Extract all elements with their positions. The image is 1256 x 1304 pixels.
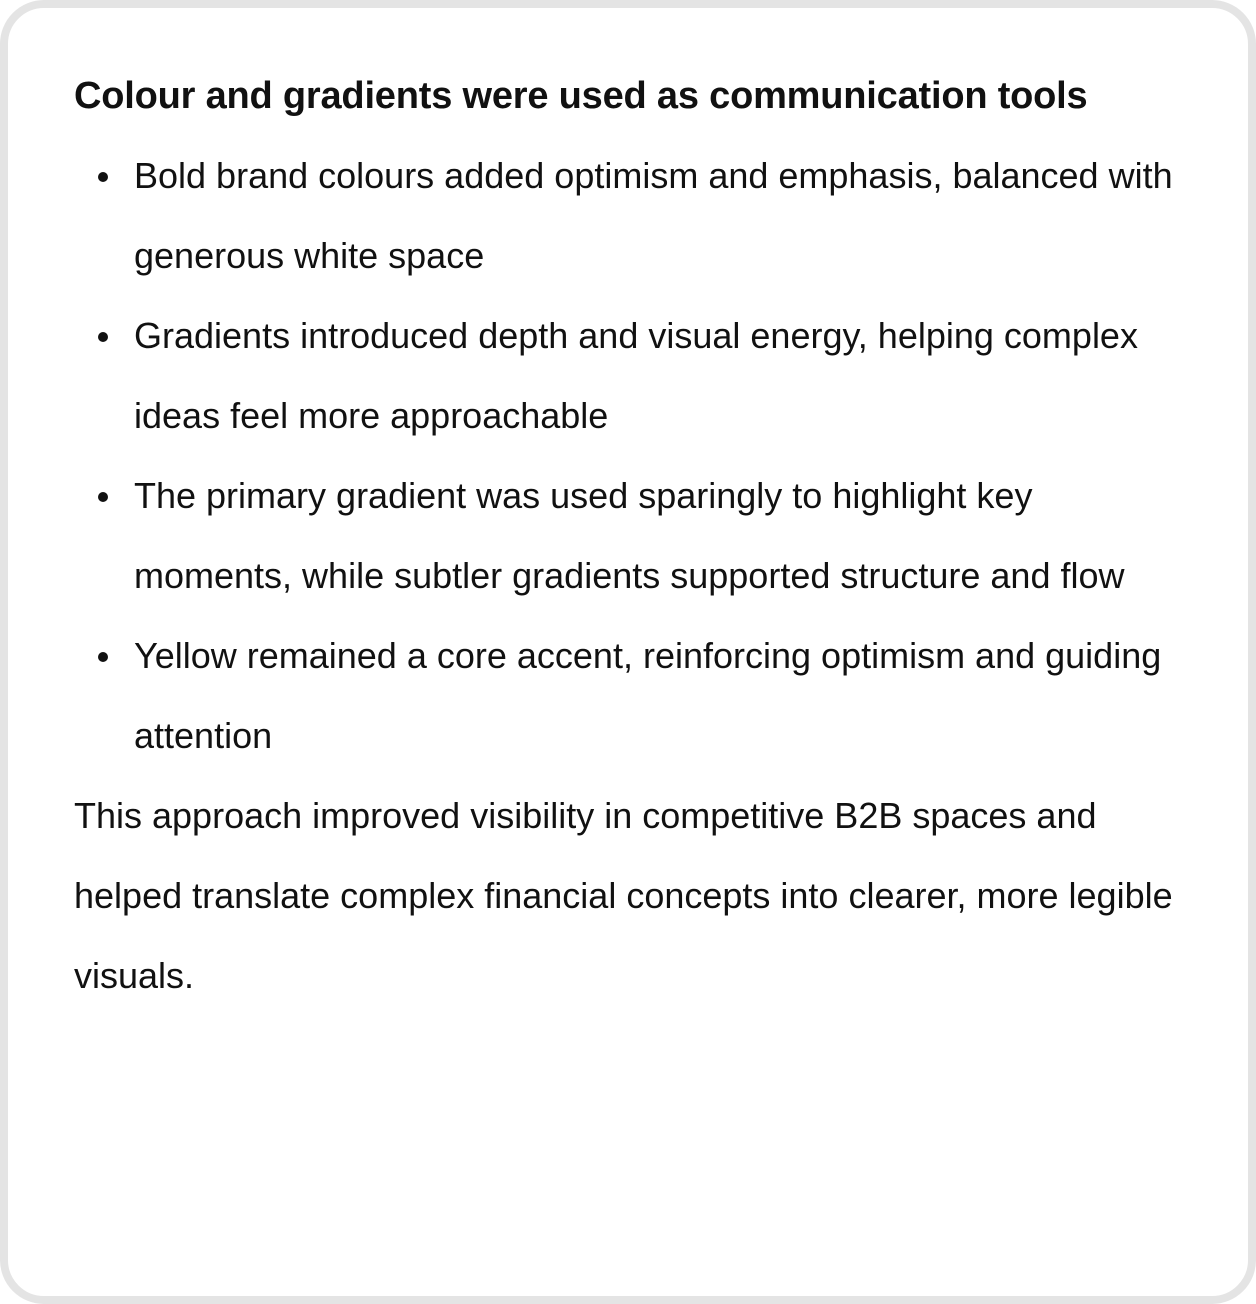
bullet-item <box>74 616 1184 776</box>
bullet-text: The primary gradient was used sparingly to highlight key moments, while subtler gradients supported structure and flow <box>134 475 1125 596</box>
bullet-text: Bold brand colours added optimism and emphasis, balanced with generous white space <box>134 155 1173 276</box>
bullet-dot-icon <box>98 492 108 502</box>
content-body <box>74 56 1184 1016</box>
section-heading: Colour and gradients were used as communication tools <box>74 75 1088 117</box>
bullet-item <box>74 456 1184 616</box>
bullet-text: Gradients introduced depth and visual energy, helping complex ideas feel more approachable <box>134 315 1138 436</box>
summary-paragraph: This approach improved visibility in competitive B2B spaces and helped translate complex financial concepts into clearer, more legible visuals. <box>74 795 1173 996</box>
bullet-item <box>74 136 1184 296</box>
bullet-dot-icon <box>98 332 108 342</box>
bullet-dot-icon <box>98 652 108 662</box>
bullet-item <box>74 296 1184 456</box>
bullet-dot-icon <box>98 172 108 182</box>
bullet-text: Yellow remained a core accent, reinforcing optimism and guiding attention <box>134 635 1162 756</box>
bullet-list <box>74 136 1184 776</box>
